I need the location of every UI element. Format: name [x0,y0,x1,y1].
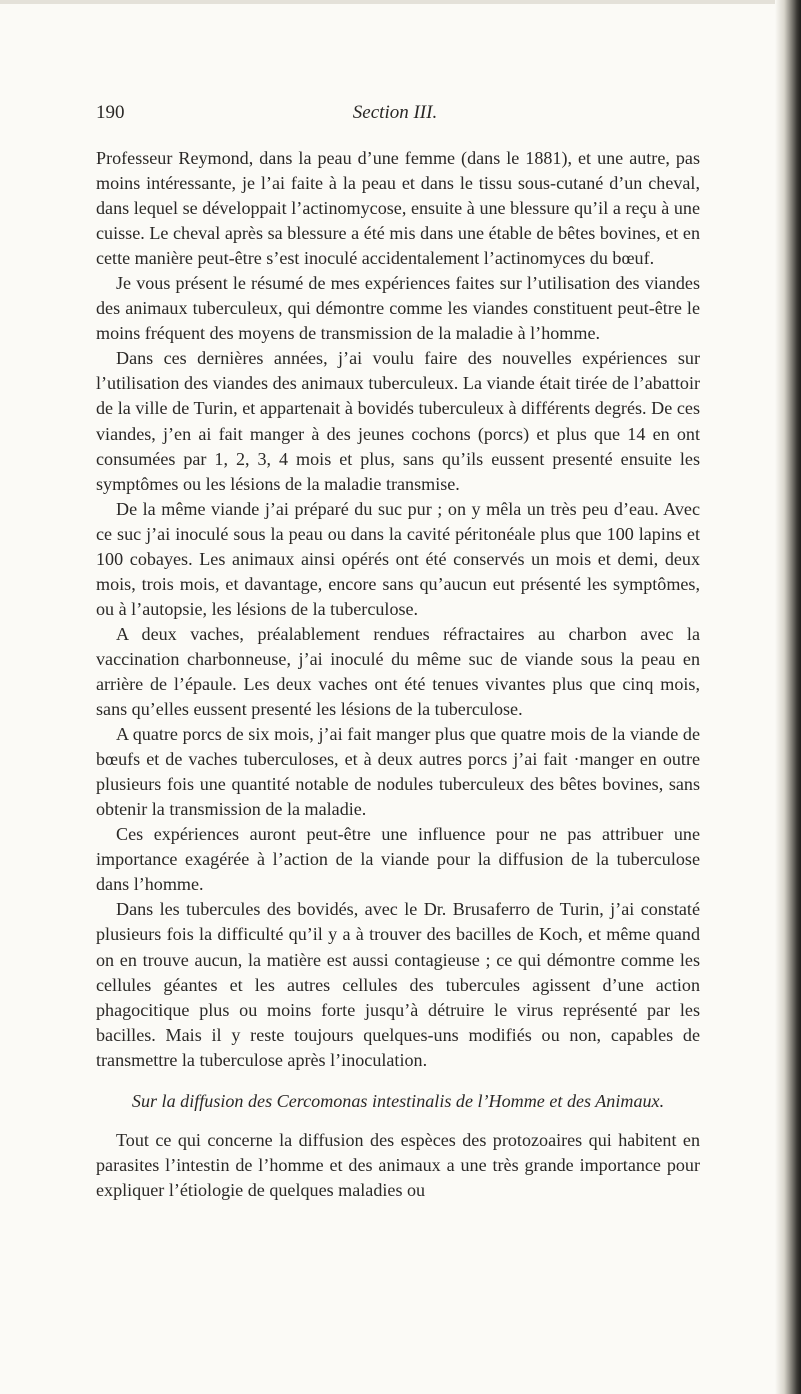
paragraph: Je vous présent le résumé de mes expériences faites sur l’utilisation des viandes des animaux tuberculeux, qui démontre comme les viandes constituent peut-être le moins fréquent des moyens de transmission de la maladie à l’homme. [96,273,700,344]
page-number: 190 [96,102,125,123]
body-text [96,146,700,1203]
paragraph: Ces expériences auront peut-être une influence pour ne pas attribuer une importance exagérée à l’action de la viande pour la diffusion de la tuberculose dans l’homme. [96,824,700,895]
paragraph: A quatre porcs de six mois, j’ai fait manger plus que quatre mois de la viande de bœufs et de vaches tuberculoses, et à deux autres porcs j’ai fait ·manger en outre plusieurs fois une quantité notable de nodules tuberculeux des bêtes bovines, sans obtenir la transmission de la maladie. [96,724,700,820]
paragraph: De la même viande j’ai préparé du suc pur ; on y mêla un très peu d’eau. Avec ce suc j’ai inoculé sous la peau ou dans la cavité péritonéale plus que 100 lapins et 100 cobayes. Les animaux ainsi opérés ont été conservés un mois et demi, deux mois, trois mois, et davantage, encore sans qu’aucun eut présenté les symptômes, ou à l’autopsie, les lésions de la tuberculose. [96,498,700,619]
paragraph: A deux vaches, préalablement rendues réfractaires au charbon avec la vaccination charbonneuse, j’ai inoculé du même suc de viande sous la peau en arrière de l’épaule. Les deux vaches ont été tenues vivantes plus que cinq mois, sans qu’elles eussent presenté les lésions de la tuberculose. [96,623,700,720]
page-binding-shadow [775,0,801,1394]
running-head: Section III. [352,102,438,123]
paragraph: Dans ces dernières années, j’ai voulu faire des nouvelles expériences sur l’utilisation des viandes des animaux tuberculeux. La viande était tirée de l’abattoir de la ville de Turin, et appartenait à bovidés tuberculeux à différents degrés. De ces viandes, j’en ai fait manger à des jeunes cochons (porcs) et plus que 14 en ont consumées par 1, 2, 3, 4 mois et plus, sans qu’ils eussent presenté ensuite les symptômes ou les lésions de la maladie transmise. [96,348,700,494]
paragraph: Professeur Reymond, dans la peau d’une femme (dans le 1881), et une autre, pas moins intéressante, je l’ai faite à la peau et dans le tissu sous-cutané d’un cheval, dans lequel se développait l’actinomycose, ensuite à une blessure qu’il a reçu à une cuisse. Le cheval après sa blessure a été mis dans une étable de bêtes bovines, et en cette manière peut-être s’est inoculé accidentalement l’actinomyces du bœuf. [96,148,700,269]
page-header [96,102,694,132]
paragraph: Tout ce qui concerne la diffusion des espèces des protozoaires qui habitent en parasites l’intestin de l’homme et des animaux a une très grande importance pour expliquer l’étiologie de quelques maladies ou [96,1129,700,1200]
section-heading: Sur la diffusion des Cercomonas intestinalis de l’Homme et des Animaux. [131,1090,665,1111]
paragraph: Dans les tubercules des bovidés, avec le Dr. Brusaferro de Turin, j’ai constaté plusieurs fois la difficulté qu’il y a à trouver des bacilles de Koch, et même quand on en trouve aucun, la matière est aussi contagieuse ; ce qui démontre comme les cellules géantes et les autres cellules des tubercules agissent d’une action phagocitique plus ou moins forte jusqu’à détruire le virus représenté par les bacilles. Mais il y reste toujours quelques-uns modifiés ou non, capables de transmettre la tuberculose après l’inoculation. [96,899,700,1070]
page-top-edge [0,0,801,4]
